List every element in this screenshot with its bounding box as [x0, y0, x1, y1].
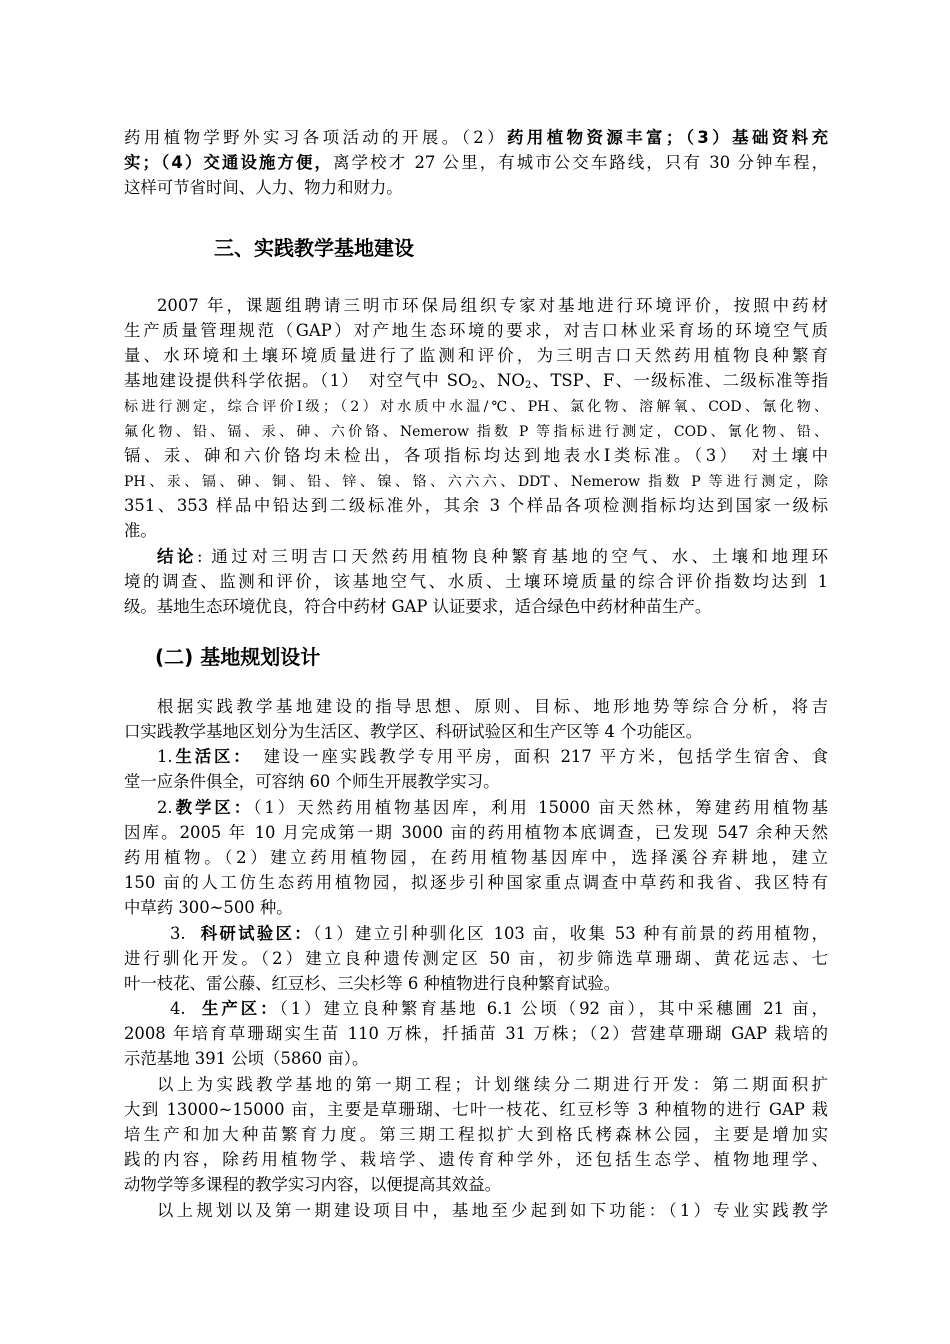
intro-line-2	[124, 151, 828, 175]
plan-line-2: 口实践教学基地区划分为生活区、教学区、科研试验区和生产区等 4 个功能区。	[124, 722, 703, 741]
zone3-line-3: 叶一枝花、雷公藤、红豆杉、三尖杉等 6 种植物进行良种繁育试验。	[124, 974, 621, 993]
conclusion-text: : 通过对三明吉口天然药用植物良种繁育基地的空气、水、土壤和地理环	[197, 547, 829, 566]
zone-label: 生产区：	[202, 999, 280, 1018]
zone2-line-2: 因库。2005 年 10 月完成第一期 3000 亩的药用植物本底调查，已发现 547 余种天然	[124, 823, 828, 842]
zone-text: 建设一座实践教学专用平房，面积 217 平方米，包括学生宿舍、食	[244, 747, 828, 766]
env-line-2: 生产质量管理规范（GAP）对产地生态环境的要求，对吉口林业采育场的环境空气质	[124, 321, 828, 340]
env-line-9: 351、353 样品中铅达到二级标准外，其余 3 个样品各项检测指标均达到国家一级标	[124, 496, 828, 515]
zone2-line-3: 药用植物。（2）建立药用植物园，在药用植物基因库中，选择溪谷弃耕地，建立	[124, 848, 828, 867]
intro-bold-text: 药用植物资源丰富；（3）基础资料充	[507, 128, 828, 147]
conclusion-label: 结论	[157, 547, 198, 566]
phase-line-5: 动物学等多课程的教学实习内容，以便提高其效益。	[124, 1175, 501, 1194]
phase-line-4: 践的内容，除药用植物学、栽培学、遗传育种学外，还包括生态学、植物地理学、	[124, 1150, 828, 1169]
zone-text: （1）建立良种繁育基地 6.1 公顷（92 亩），其中采穗圃 21 亩，	[279, 999, 829, 1018]
env-line-8: PH、汞、镉、砷、铜、铅、锌、镍、铬、六六六、DDT、Nemerow 指数 P 等进行测定，除	[124, 474, 828, 490]
phase-line-3: 培生产和加大种苗繁育力度。第三期工程拟扩大到格氏栲森林公园，主要是增加实	[124, 1125, 828, 1144]
phase-line-1: 以上为实践教学基地的第一期工程；计划继续分二期进行开发：第二期面积扩	[157, 1075, 828, 1094]
intro-line-3: 这样可节省时间、人力、物力和财力。	[124, 178, 403, 197]
zone1-line-1	[157, 745, 828, 769]
intro-text: 药用植物学野外实习各项活动的开展。（2）	[124, 128, 508, 147]
intro-text: 离学校才 27 公里，有城市公交车路线，只有 30 分钟车程，	[333, 153, 828, 172]
zone-number: 3.	[170, 924, 186, 943]
subscript: 2	[471, 380, 478, 391]
subscript: 2	[524, 380, 532, 391]
env-text: 、TSP、F、一级标准、二级标准等指	[531, 371, 829, 390]
plan-line-1: 根据实践教学基地建设的指导思想、原则、目标、地形地势等综合分析，将吉	[157, 697, 828, 716]
conclusion-line-2: 境的调查、监测和评价，该基地空气、水质、土壤环境质量的综合评价指数均达到 1	[124, 572, 828, 591]
phase-line-2: 大到 13000~15000 亩，主要是草珊瑚、七叶一枝花、红豆杉等 3 种植物的进行 GAP 栽	[124, 1100, 828, 1119]
zone2-line-5: 中草药 300~500 种。	[124, 898, 293, 917]
section-heading-planning: (二) 基地规划设计	[155, 645, 321, 669]
section-heading-3: 三、实践教学基地建设	[214, 236, 414, 260]
zone-number: 2.	[157, 798, 173, 817]
zone-number: 4.	[170, 999, 186, 1018]
conclusion-line-3: 级。基地生态环境优良，符合中药材 GAP 认证要求，适合绿色中药材种苗生产。	[124, 597, 712, 616]
zone4-line-3: 示范基地 391 公顷（5860 亩）。	[124, 1049, 369, 1068]
env-line-4	[124, 369, 828, 393]
zone2-line-4: 150 亩的人工仿生态药用植物园，拟逐步引种国家重点调查中草药和我省、我区特有	[124, 873, 828, 892]
env-line-7: 镉、汞、砷和六价铬均未检出，各项指标均达到地表水Ⅰ类标准。（3） 对土壤中	[124, 446, 828, 465]
env-line-1: 2007 年，课题组聘请三明市环保局组织专家对基地进行环境评价，按照中药材	[157, 296, 828, 315]
intro-line-1	[124, 126, 828, 150]
conclusion-line-1	[157, 545, 828, 569]
env-line-6: 氟化物、铅、镉、汞、砷、六价铬、Nemerow 指数 P 等指标进行测定，COD、氰化物、铅、	[124, 424, 828, 440]
zone3-line-1	[170, 922, 828, 946]
zone3-line-2: 进行驯化开发。（2）建立良种遗传测定区 50 亩，初步筛选草珊瑚、黄花远志、七	[124, 949, 828, 968]
zone-number: 1.	[157, 747, 173, 766]
zone-label: 科研试验区：	[200, 924, 314, 943]
env-line-5: 标进行测定，综合评价Ⅰ级；（2）对水质中水温/℃、PH、氯化物、溶解氧、COD、氰化物、	[124, 399, 828, 415]
zone1-line-2: 堂一应条件俱全，可容纳 60 个师生开展教学实习。	[124, 772, 500, 791]
env-text: 、NO	[477, 371, 525, 390]
func-line-1: 以上规划以及第一期建设项目中，基地至少起到如下功能：（1）专业实践教学	[157, 1201, 828, 1220]
zone4-line-1	[170, 997, 828, 1021]
env-line-10: 准。	[124, 521, 157, 540]
zone2-line-1	[157, 796, 828, 820]
zone-label: 生活区：	[172, 747, 245, 766]
zone4-line-2: 2008 年培育草珊瑚实生苗 110 万株，扦插苗 31 万株；（2）营建草珊瑚 GAP 栽培的	[124, 1024, 828, 1043]
env-text: 基地建设提供科学依据。（1） 对空气中 SO	[124, 371, 472, 390]
intro-bold-text: 实；（4）交通设施方便，	[124, 153, 334, 172]
zone-text: （1）建立引种驯化区 103 亩，收集 53 种有前景的药用植物，	[313, 924, 828, 943]
zone-text: （1）天然药用植物基因库，利用 15000 亩天然林，筹建药用植物基	[253, 798, 828, 817]
zone-label: 教学区：	[172, 798, 254, 817]
env-line-3: 量、水环境和土壤环境质量进行了监测和评价，为三明吉口天然药用植物良种繁育	[124, 346, 828, 365]
